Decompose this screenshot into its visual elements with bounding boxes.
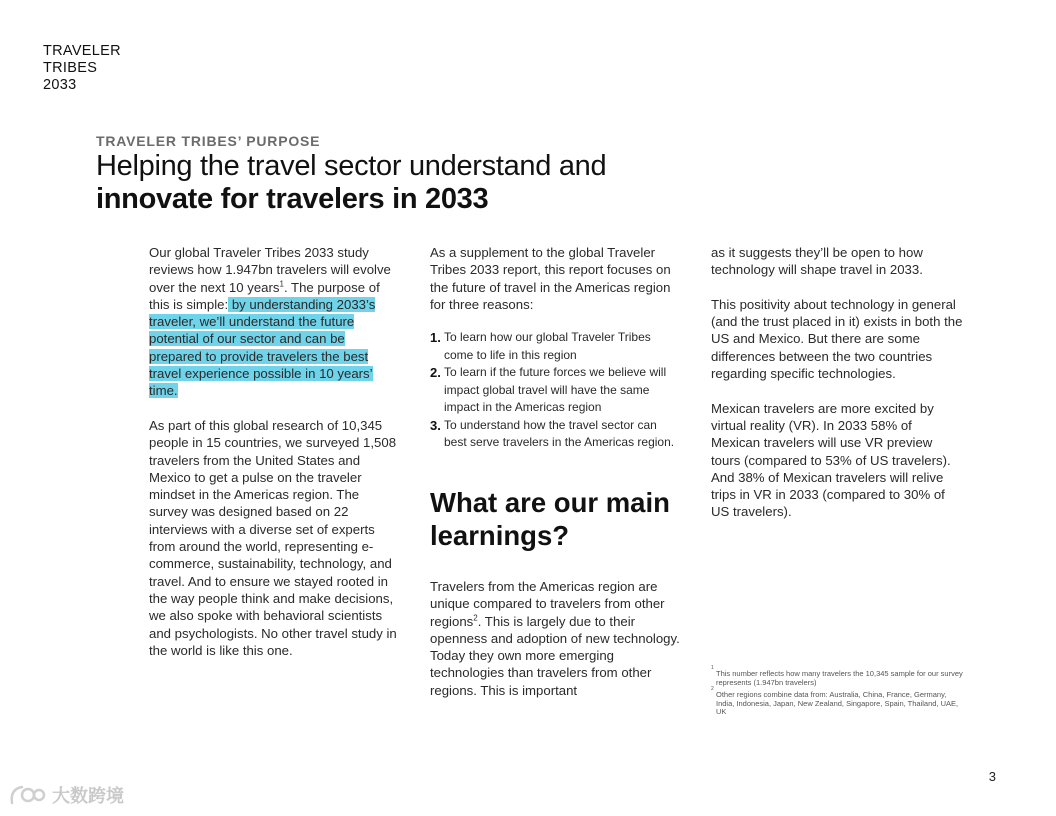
learnings-paragraph: Travelers from the Americas region are unique compared to travelers from other regions$^2$. This is largely due to their openness and adoption of new technology. Today they own more emerging technologies than travelers from other regions. This is important xyxy=(430,579,680,698)
ie-logo-icon xyxy=(8,783,48,807)
vr-paragraph: Mexican travelers are more excited by virtual reality (VR). In 2033 58% of Mexican travelers will use VR preview tours (compared to 53% of US travelers). And 38% of Mexican travelers will relive trips in VR in 2033 (compared to 30% of US travelers). xyxy=(711,400,951,520)
brand-line-1: TRAVELER xyxy=(43,43,121,59)
learnings-column xyxy=(430,578,682,699)
list-item: 3. To understand how the travel sector can best serve travelers in the Americas region. xyxy=(430,417,675,450)
reasons-list xyxy=(430,329,682,452)
continuation-paragraph: as it suggests they’ll be open to how technology will shape travel in 2033. xyxy=(711,245,923,278)
footnotes xyxy=(711,665,966,721)
brand-line-3: 2033 xyxy=(43,77,77,93)
footnote-ref-2: 2 xyxy=(473,613,478,623)
list-item: 2. To learn if the future forces we believe will impact global travel will have the same impact in the Americas region xyxy=(430,365,667,415)
supplement-paragraph: As a supplement to the global Traveler Tribes 2033 report, this report focuses on the future of travel in the Americas region for three reasons: xyxy=(430,245,671,312)
highlighted-text: by understanding 2033’s traveler, we’ll understand the future potential of our sector and can be prepared to provide travelers the best travel experience possible in 10 years’ time. xyxy=(149,296,376,399)
footnote-2: 2 Other regions combine data from: Australia, China, France, Germany, India, Indonesia, Japan, New Zealand, Singapore, Spain, Thailand, UAE, UK xyxy=(711,686,959,717)
purpose-paragraph: Our global Traveler Tribes 2033 study reviews how 1.947bn travelers will evolve over the next 10 years$^1$. The purpose of this is simple: by understanding 2033’s traveler, we’ll understand the future potential of our sector and can be prepared to provide travelers the best travel experience possible in 10 years’ time. xyxy=(149,245,391,399)
watermark-text: 大数跨境 xyxy=(52,786,124,806)
section-eyebrow: TRAVELER TRIBES’ PURPOSE xyxy=(96,133,321,149)
list-item: 1. To learn how our global Traveler Tribes come to life in this region xyxy=(430,330,651,362)
footnote-ref-1: 1 xyxy=(279,279,284,289)
brand-line-2: TRIBES xyxy=(43,60,98,76)
page-title-line-2: innovate for travelers in 2033 xyxy=(96,183,489,215)
section-heading: What are our main learnings? xyxy=(430,487,670,551)
page-title xyxy=(96,150,606,216)
page-number: 3 xyxy=(988,769,996,784)
page-title-line-1: Helping the travel sector understand and xyxy=(96,150,607,182)
column-2 xyxy=(430,244,682,452)
column-1 xyxy=(149,244,401,659)
brand-logo xyxy=(43,43,121,94)
research-paragraph: As part of this global research of 10,345 people in 15 countries, we surveyed 1,508 travelers from the United States and Mexico to get a pulse on the traveler mindset in the Americas region. The survey was designed based on 22 interviews with a diverse set of experts from around the world, representing e-commerce, sustainability, technology, and travel. And to ensure we stayed rooted in the way people think and make decisions, we also spoke with behavioral scientists and psychologists. No other travel study in the world is like this one. xyxy=(149,417,397,658)
column-3 xyxy=(711,244,963,521)
watermark xyxy=(8,782,124,808)
positivity-paragraph: This positivity about technology in general (and the trust placed in it) exists in both the US and Mexico. But there are some differences between the two countries regarding specific technologies. xyxy=(711,296,963,382)
footnote-1: 1 This number reflects how many travelers the 10,345 sample for our survey represents (1.947bn travelers) xyxy=(711,665,963,687)
